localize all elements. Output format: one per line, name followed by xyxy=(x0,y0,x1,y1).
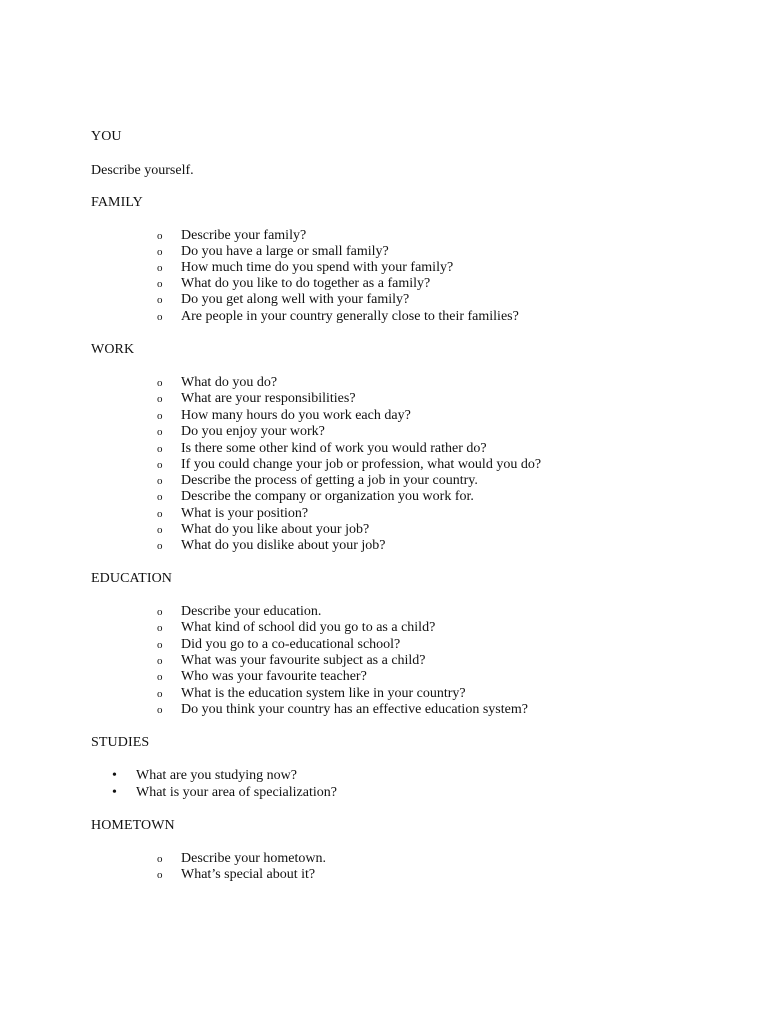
list-item: Describe the company or organization you work for. xyxy=(181,489,474,504)
list-marker: o xyxy=(157,704,163,716)
section-heading-education: EDUCATION xyxy=(91,571,173,586)
list-item: Are people in your country generally close to their families? xyxy=(181,309,519,324)
list-marker: o xyxy=(157,688,163,700)
list-item: How many hours do you work each day? xyxy=(181,408,411,423)
list-marker: o xyxy=(157,606,163,618)
list-item: What do you like about your job? xyxy=(181,522,370,537)
list-item: What is the education system like in your country? xyxy=(181,686,466,701)
list-marker: o xyxy=(157,377,163,389)
list-marker: o xyxy=(157,246,163,258)
list-marker: • xyxy=(112,768,117,783)
list-marker: o xyxy=(157,443,163,455)
list-item: Who was your favourite teacher? xyxy=(181,669,367,684)
list-marker: o xyxy=(157,294,163,306)
list-marker: o xyxy=(157,230,163,242)
list-marker: o xyxy=(157,393,163,405)
list-item: If you could change your job or profession, what would you do? xyxy=(181,457,542,472)
list-item: What are you studying now? xyxy=(136,768,297,783)
list-marker: o xyxy=(157,639,163,651)
section-heading-hometown: HOMETOWN xyxy=(91,818,175,833)
list-item: What do you like to do together as a family? xyxy=(181,276,431,291)
list-marker: o xyxy=(157,524,163,536)
list-item: What is your position? xyxy=(181,506,309,521)
list-marker: o xyxy=(157,278,163,290)
list-marker: o xyxy=(157,508,163,520)
list-item: Describe your hometown. xyxy=(181,851,327,866)
list-marker: o xyxy=(157,540,163,552)
section-heading-work: WORK xyxy=(91,342,135,357)
you-prompt: Describe yourself. xyxy=(91,163,194,178)
list-item: What is your area of specialization? xyxy=(136,785,337,800)
list-item: How much time do you spend with your family? xyxy=(181,260,454,275)
list-item: Do you think your country has an effective education system? xyxy=(181,702,528,717)
list-item: What are your responsibilities? xyxy=(181,391,356,406)
list-marker: o xyxy=(157,459,163,471)
list-item: What do you do? xyxy=(181,375,278,390)
list-marker: o xyxy=(157,491,163,503)
list-marker: o xyxy=(157,869,163,881)
list-item: What do you dislike about your job? xyxy=(181,538,386,553)
list-marker: o xyxy=(157,426,163,438)
section-heading-family: FAMILY xyxy=(91,195,143,210)
list-item: What’s special about it? xyxy=(181,867,316,882)
list-marker: o xyxy=(157,655,163,667)
list-item: Do you have a large or small family? xyxy=(181,244,389,259)
list-item: What was your favourite subject as a child? xyxy=(181,653,426,668)
list-marker: o xyxy=(157,622,163,634)
list-marker: o xyxy=(157,853,163,865)
list-item: Do you get along well with your family? xyxy=(181,292,410,307)
list-marker: o xyxy=(157,410,163,422)
list-marker: o xyxy=(157,311,163,323)
list-item: Did you go to a co-educational school? xyxy=(181,637,401,652)
list-item: Describe your family? xyxy=(181,228,307,243)
list-marker: • xyxy=(112,785,117,800)
list-item: Do you enjoy your work? xyxy=(181,424,325,439)
list-item: Is there some other kind of work you would rather do? xyxy=(181,441,487,456)
list-marker: o xyxy=(157,475,163,487)
list-item: Describe the process of getting a job in your country. xyxy=(181,473,478,488)
section-heading-you: YOU xyxy=(91,129,122,144)
list-marker: o xyxy=(157,262,163,274)
list-item: Describe your education. xyxy=(181,604,322,619)
section-heading-studies: STUDIES xyxy=(91,735,150,750)
list-marker: o xyxy=(157,671,163,683)
list-item: What kind of school did you go to as a child? xyxy=(181,620,436,635)
